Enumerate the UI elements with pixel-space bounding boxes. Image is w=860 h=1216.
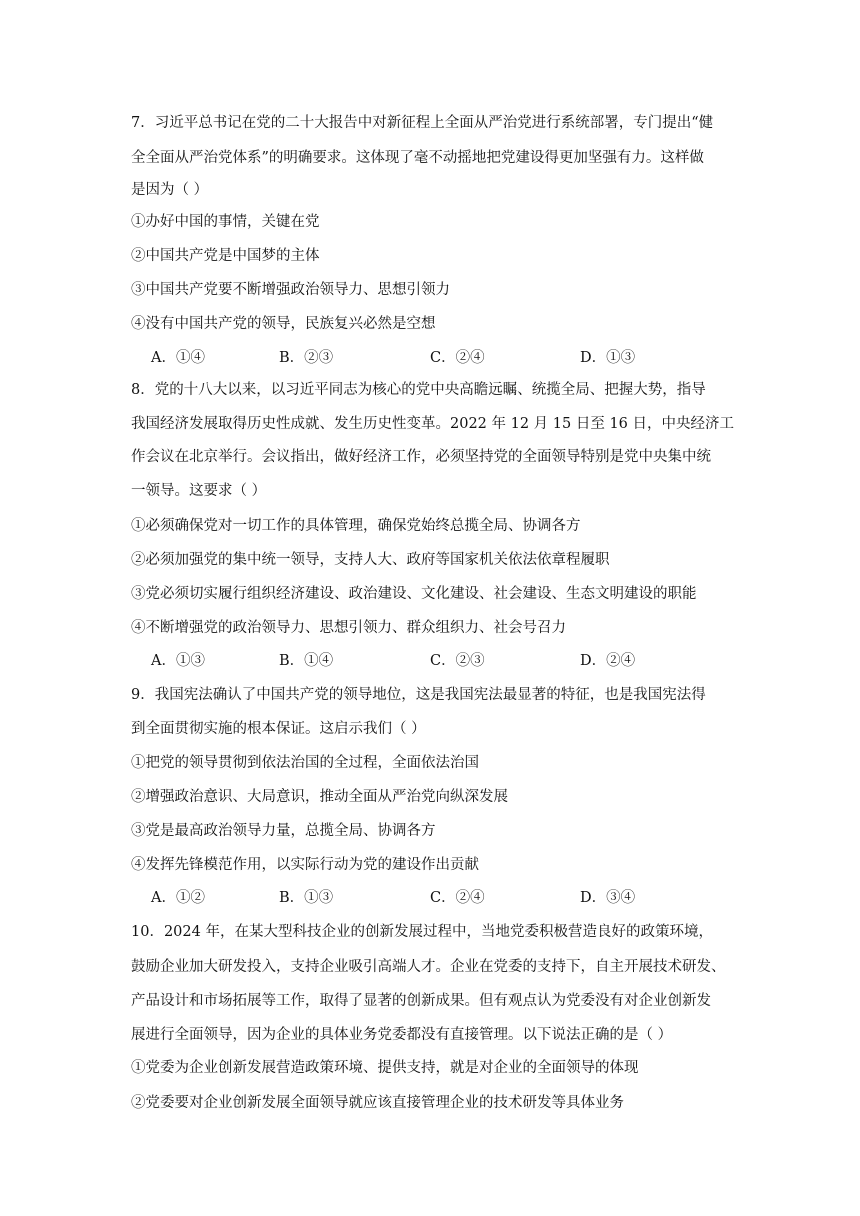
q10-stem-line-2: 鼓励企业加大研发投入，支持企业吸引高端人才。企业在党委的支持下，自主开展技术研发、 [131, 959, 726, 975]
q8-statement-3: ③党必须切实履行组织经济建设、政治建设、文化建设、社会建设、生态文明建设的职能 [131, 586, 697, 602]
q8-stem-line-3: 作会议在北京举行。会议指出，做好经济工作，必须坚持党的全面领导特别是党中央集中统 [131, 449, 711, 465]
q10-stem-line-4: 展进行全面领导，因为企业的具体业务党委都没有直接管理。以下说法正确的是（ ） [131, 1027, 673, 1043]
q8-statement-4: ④不断增强党的政治领导力、思想引领力、群众组织力、社会号召力 [131, 620, 566, 636]
q7-stem-line-3: 是因为（ ） [131, 182, 209, 198]
q8-option-d: D．②④ [580, 653, 636, 669]
q9-statement-1: ①把党的领导贯彻到依法治国的全过程，全面依法治国 [131, 755, 479, 771]
q9-statement-4: ④发挥先锋模范作用，以实际行动为党的建设作出贡献 [131, 857, 479, 873]
q7-option-a: A．①④ [151, 350, 205, 366]
q8-stem-line-1: 8．党的十八大以来，以习近平同志为核心的党中央高瞻远瞩、统揽全局、把握大势，指导 [131, 382, 706, 398]
q7-option-b: B．②③ [279, 350, 334, 366]
q9-option-d: D．③④ [580, 890, 636, 906]
q10-statement-2: ②党委要对企业创新发展全面领导就应该直接管理企业的技术研发等具体业务 [131, 1095, 624, 1111]
q7-statement-4: ④没有中国共产党的领导，民族复兴必然是空想 [131, 316, 436, 332]
q9-option-a: A．①② [151, 890, 205, 906]
q9-statement-2: ②增强政治意识、大局意识，推动全面从严治党向纵深发展 [131, 789, 508, 805]
q10-stem-line-3: 产品设计和市场拓展等工作，取得了显著的创新成果。但有观点认为党委没有对企业创新发 [131, 993, 711, 1009]
q9-option-c: C．②④ [430, 890, 485, 906]
q8-option-b: B．①④ [279, 653, 334, 669]
q9-stem-line-2: 到全面贯彻实施的根本保证。这启示我们（ ） [131, 721, 426, 737]
q7-option-d: D．①③ [580, 350, 636, 366]
q7-statement-3: ③中国共产党要不断增强政治领导力、思想引领力 [131, 282, 450, 298]
q9-option-b: B．①③ [279, 890, 334, 906]
q7-stem-line-1: 7．习近平总书记在党的二十大报告中对新征程上全面从严治党进行系统部署，专门提出“健 [131, 115, 714, 131]
q8-option-c: C．②③ [430, 653, 485, 669]
q10-stem-line-1: 10．2024 年，在某大型科技企业的创新发展过程中，当地党委积极营造良好的政策环境， [131, 924, 713, 940]
q8-stem-line-2: 我国经济发展取得历史性成就、发生历史性变革。2022 年 12 月 15 日至 16 日，中央经济工 [131, 416, 735, 432]
q7-stem-line-2: 全全面从严治党体系”的明确要求。这体现了毫不动摇地把党建设得更加坚强有力。这样做 [131, 150, 704, 166]
q9-statement-3: ③党是最高政治领导力量，总揽全局、协调各方 [131, 823, 436, 839]
q7-statement-2: ②中国共产党是中国梦的主体 [131, 248, 320, 264]
q8-stem-line-4: 一领导。这要求（ ） [131, 483, 267, 499]
q7-statement-1: ①办好中国的事情，关键在党 [131, 214, 320, 230]
q8-option-a: A．①③ [151, 653, 205, 669]
q10-statement-1: ①党委为企业创新发展营造政策环境、提供支持，就是对企业的全面领导的体现 [131, 1060, 639, 1076]
q9-stem-line-1: 9．我国宪法确认了中国共产党的领导地位，这是我国宪法最显著的特征，也是我国宪法得 [131, 687, 706, 703]
q8-statement-2: ②必须加强党的集中统一领导，支持人大、政府等国家机关依法依章程履职 [131, 552, 610, 568]
q8-statement-1: ①必须确保党对一切工作的具体管理，确保党始终总揽全局、协调各方 [131, 518, 581, 534]
q7-option-c: C．②④ [430, 350, 485, 366]
